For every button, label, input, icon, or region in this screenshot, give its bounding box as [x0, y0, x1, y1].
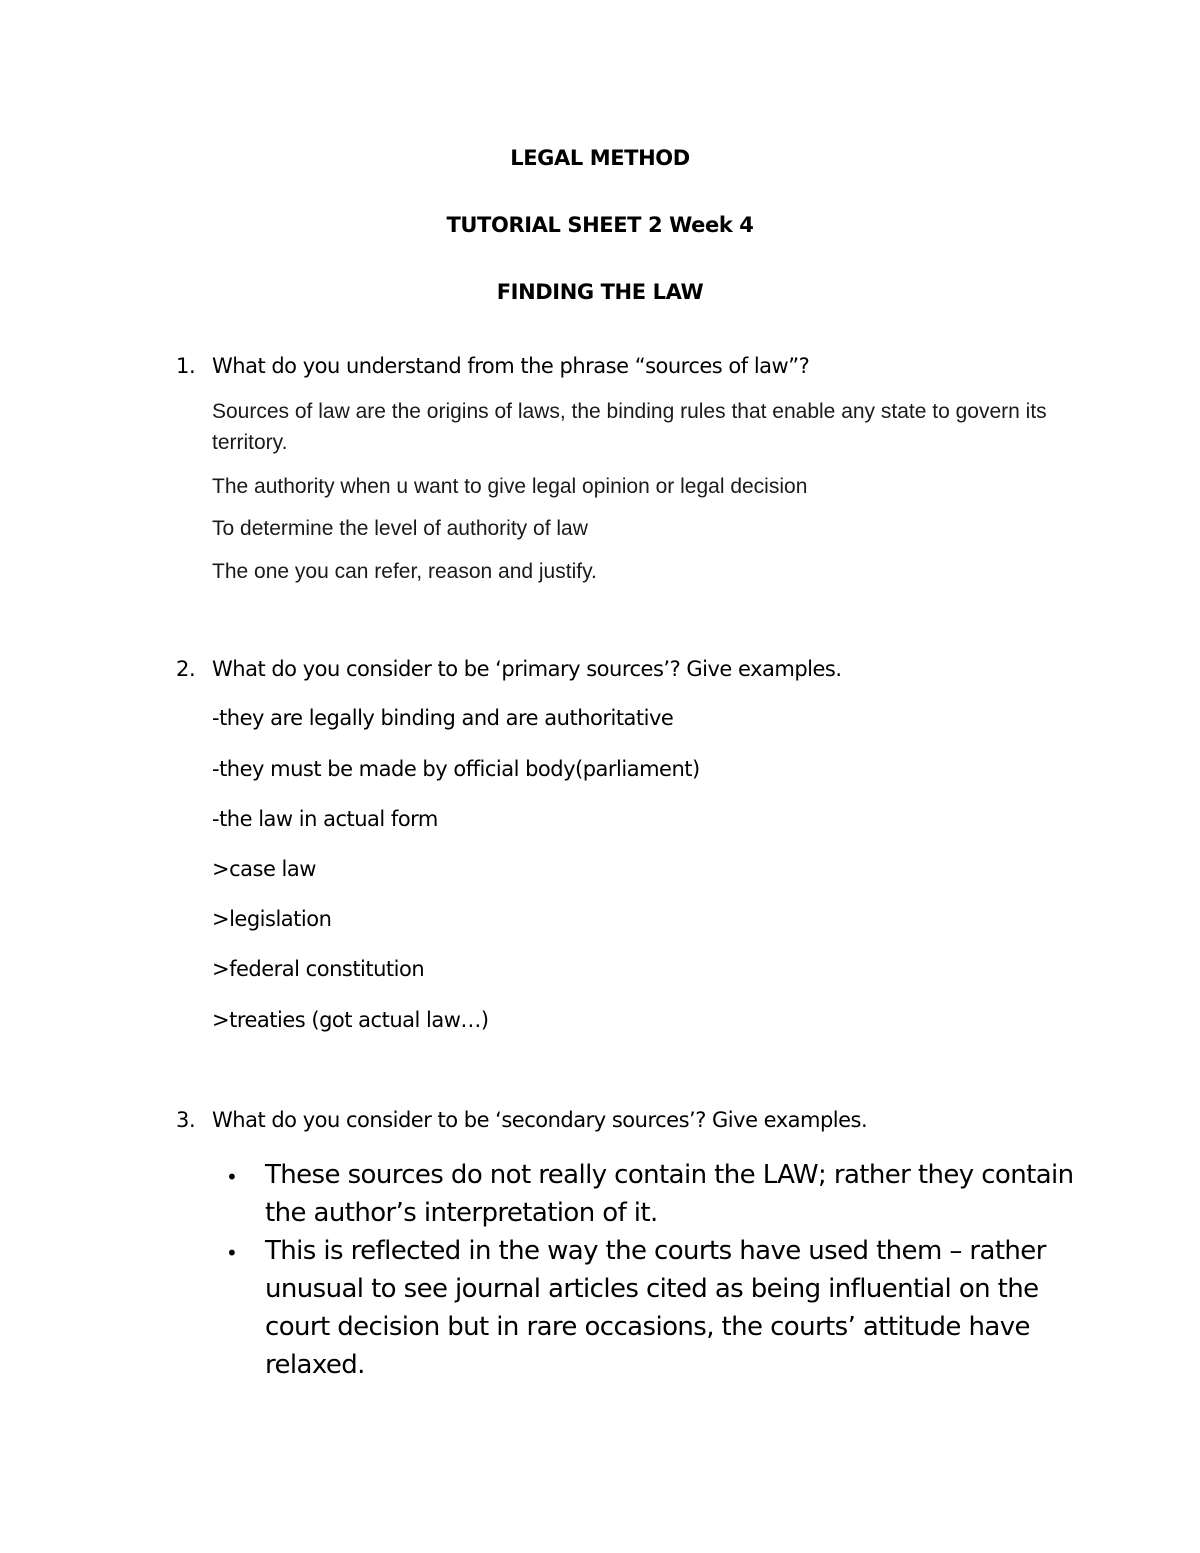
question-1-number: 1.: [176, 354, 196, 378]
document-topic: FINDING THE LAW: [496, 280, 704, 304]
question-3-bullet-2: This is reflected in the way the courts have used them – rather unusual to see journal articles cited as being influential on the court decision but in rare occasions, the courts’ attitude have relaxed.: [265, 1236, 1046, 1380]
question-3-number: 3.: [176, 1108, 196, 1132]
question-2-example-3: >federal constitution: [212, 957, 425, 981]
question-1-answer-1: Sources of law are the origins of laws, the binding rules that enable any state to govern its territory.: [212, 400, 1047, 454]
question-2-example-1: >case law: [212, 857, 316, 881]
bullet-marker-1: •: [226, 1165, 238, 1189]
question-1-answer-4: The one you can refer, reason and justify.: [212, 560, 597, 583]
question-1-answer-3: To determine the level of authority of law: [212, 517, 588, 540]
question-2-answer-2: -they must be made by official body(parliament): [212, 757, 700, 781]
question-1-text: What do you understand from the phrase “sources of law”?: [212, 354, 810, 378]
question-1-answer-2: The authority when u want to give legal opinion or legal decision: [212, 475, 808, 498]
question-2-answer-3: -the law in actual form: [212, 807, 438, 831]
question-2-number: 2.: [176, 657, 196, 681]
question-2-answer-1: -they are legally binding and are authoritative: [212, 706, 674, 730]
question-3-bullet-1: These sources do not really contain the LAW; rather they contain the author’s interpretation of it.: [265, 1160, 1074, 1228]
document-subtitle: TUTORIAL SHEET 2 Week 4: [446, 213, 754, 237]
bullet-marker-2: •: [226, 1241, 238, 1265]
question-2-example-2: >legislation: [212, 907, 332, 931]
question-3-text: What do you consider to be ‘secondary sources’? Give examples.: [212, 1108, 868, 1132]
document-title: LEGAL METHOD: [510, 146, 690, 170]
question-2-example-4: >treaties (got actual law…): [212, 1008, 489, 1032]
question-2-text: What do you consider to be ‘primary sources’? Give examples.: [212, 657, 842, 681]
